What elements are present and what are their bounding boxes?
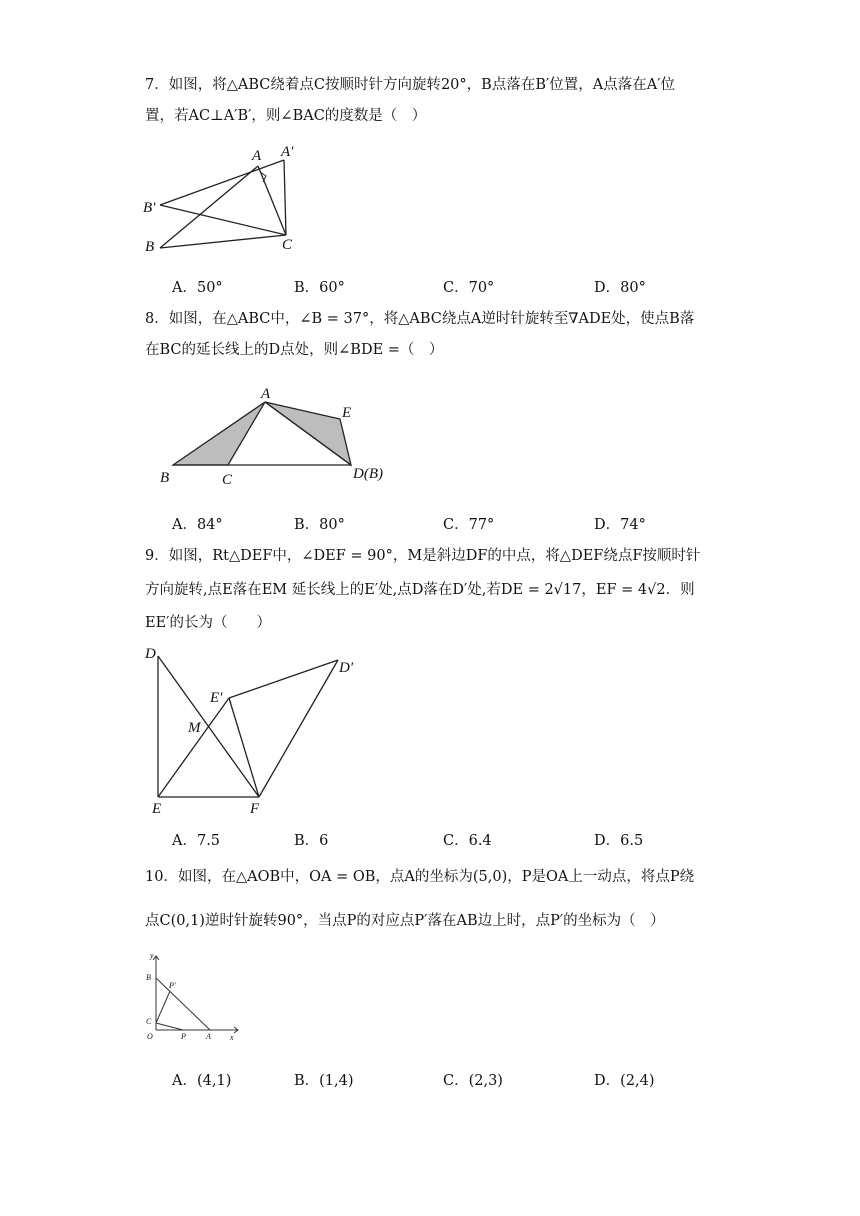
q7-label-a-prime: A′ — [281, 144, 294, 160]
q10-text-line2: 点C(0,1)逆时针旋转90°，当点P的对应点P′落在AB边上时，点P′的坐标为（ ） — [145, 913, 665, 929]
q10-figure — [140, 948, 250, 1048]
q9-label-m: M — [188, 720, 201, 736]
q7-option-d[interactable]: D．80° — [594, 280, 646, 296]
q9-label-f: F — [250, 801, 260, 817]
q8-label-d-b: D(B) — [353, 466, 383, 482]
q7-text-line2: 置，若AC⊥A′B′，则∠BAC的度数是（ ） — [145, 108, 427, 124]
q10-label-y: y — [150, 951, 154, 960]
q7-option-a[interactable]: A．50° — [172, 280, 223, 296]
q9-label-e-prime: E′ — [210, 690, 223, 706]
q8-label-a: A — [261, 386, 271, 402]
q10-option-b[interactable]: B．(1,4) — [294, 1073, 354, 1089]
q8-label-e: E — [342, 405, 352, 421]
q10-label-o: O — [147, 1032, 153, 1041]
q9-text-line2: 方向旋转,点E落在EM 延长线上的E′处,点D落在D′处,若DE = 2√17，EF = 4√2．则 — [145, 582, 695, 598]
q9-option-d[interactable]: D．6.5 — [594, 833, 644, 849]
q10-label-p-prime: P′ — [169, 981, 176, 990]
q10-option-a[interactable]: A．(4,1) — [172, 1073, 232, 1089]
q9-text-line3: EE′的长为（ ） — [145, 615, 271, 631]
q10-label-b: B — [146, 973, 151, 982]
q7-label-c: C — [282, 237, 293, 253]
q8-figure — [155, 382, 405, 492]
q9-option-c[interactable]: C．6.4 — [443, 833, 492, 849]
q8-option-d[interactable]: D．74° — [594, 517, 646, 533]
q8-text-line2: 在BC的延长线上的D点处，则∠BDE =（ ） — [145, 342, 444, 358]
q10-label-c: C — [146, 1017, 152, 1026]
q8-text-line1: 8．如图，在△ABC中，∠B = 37°，将△ABC绕点A逆时针旋转至∇ADE处，使点B落 — [145, 311, 695, 327]
q7-option-c[interactable]: C．70° — [443, 280, 495, 296]
q9-label-e: E — [152, 801, 162, 817]
q9-label-d-prime: D′ — [339, 660, 354, 676]
q7-label-b: B — [145, 239, 155, 254]
q8-option-c[interactable]: C．77° — [443, 517, 495, 533]
q8-label-c: C — [222, 472, 233, 488]
q9-figure — [140, 642, 370, 818]
q8-label-b: B — [160, 470, 170, 486]
q7-label-a: A — [252, 148, 262, 164]
q10-option-c[interactable]: C．(2,3) — [443, 1073, 503, 1089]
q7-option-b[interactable]: B．60° — [294, 280, 345, 296]
q9-label-d: D — [145, 646, 156, 662]
q7-figure — [140, 142, 310, 254]
q9-option-a[interactable]: A．7.5 — [172, 833, 221, 849]
q8-option-a[interactable]: A．84° — [172, 517, 223, 533]
q8-option-b[interactable]: B．80° — [294, 517, 345, 533]
q10-text-line1: 10．如图，在△AOB中，OA = OB，点A的坐标为(5,0)，P是OA上一动点，将点P绕 — [145, 869, 695, 885]
q9-option-b[interactable]: B．6 — [294, 833, 329, 849]
q10-label-x: x — [230, 1033, 234, 1042]
q10-label-p: P — [181, 1032, 186, 1041]
q7-label-b-prime: B′ — [143, 200, 156, 216]
q10-label-a: A — [206, 1032, 211, 1041]
q9-text-line1: 9．如图，Rt△DEF中，∠DEF = 90°，M是斜边DF的中点，将△DEF绕点F按顺时针 — [145, 548, 701, 564]
q7-text-line1: 7．如图，将△ABC绕着点C按顺时针方向旋转20°，B点落在B′位置，A点落在A′位 — [145, 77, 675, 93]
q10-option-d[interactable]: D．(2,4) — [594, 1073, 655, 1089]
